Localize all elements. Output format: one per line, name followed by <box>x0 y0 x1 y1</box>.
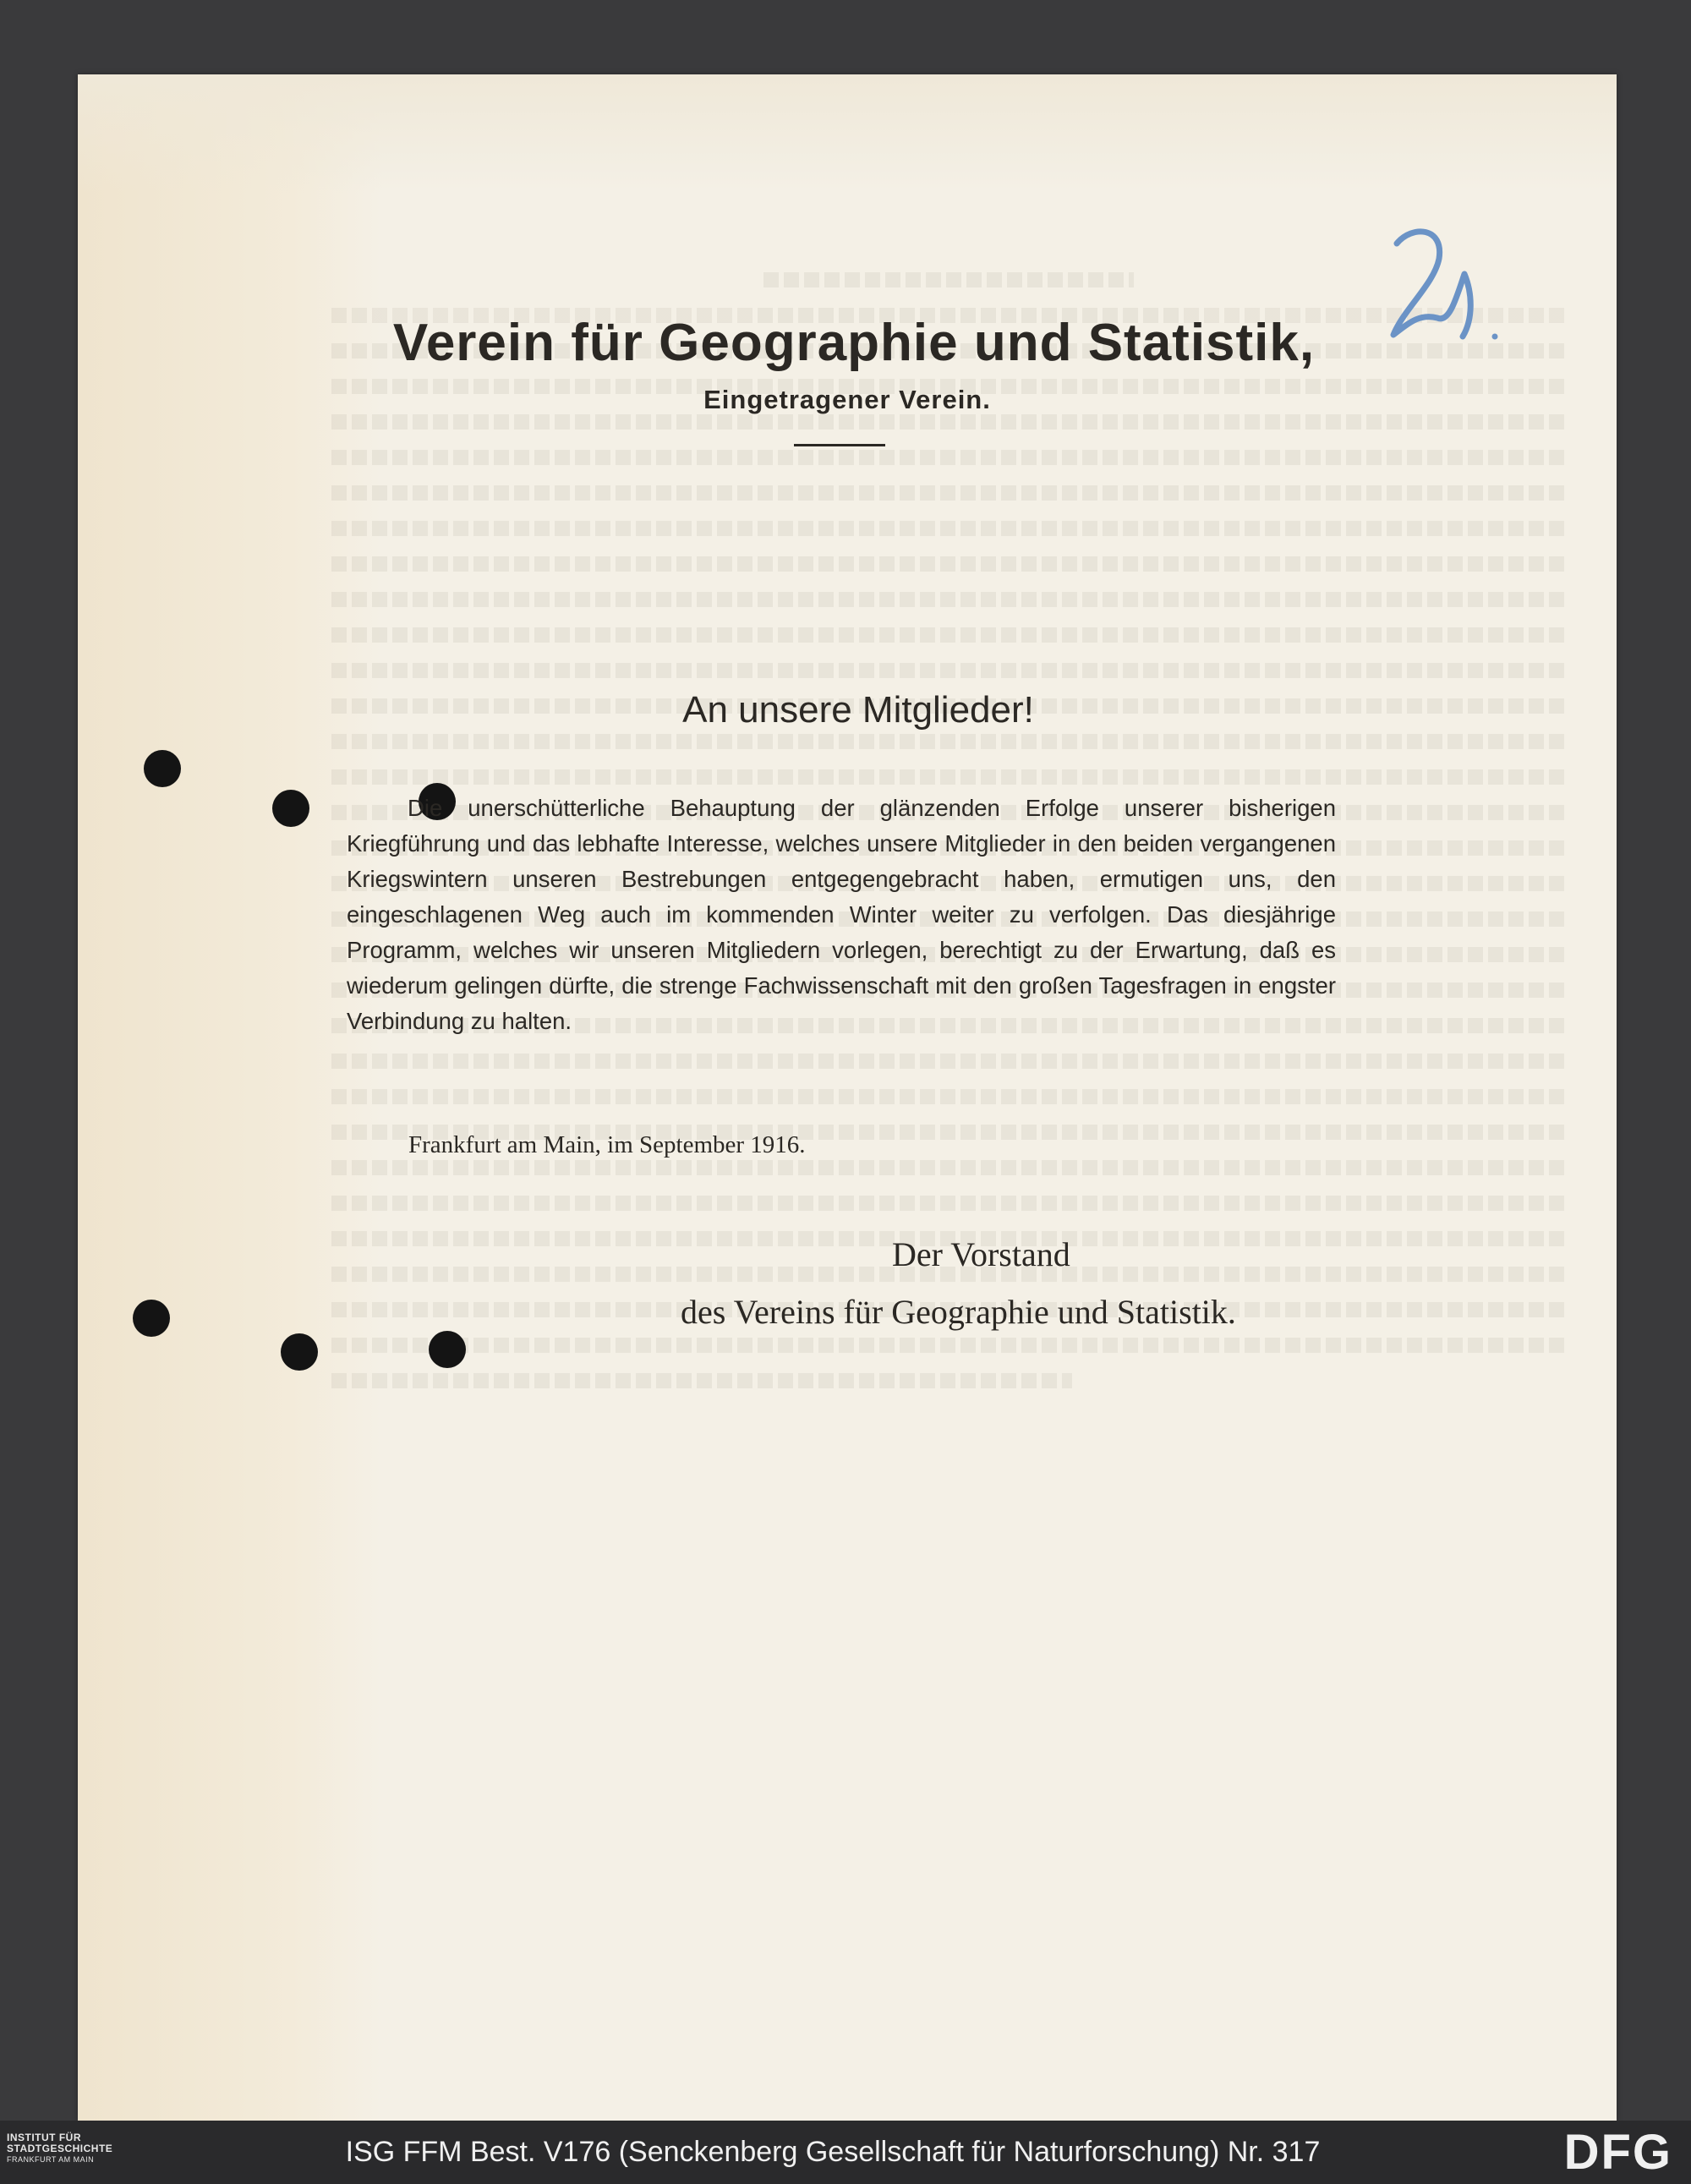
punch-hole <box>429 1331 466 1368</box>
isg-logo-line2: STADTGESCHICHTE <box>7 2143 113 2154</box>
punch-hole <box>272 790 309 827</box>
archive-footer-bar <box>0 2121 1691 2184</box>
signature-line-1: Der Vorstand <box>892 1235 1070 1273</box>
document-page <box>78 74 1617 2121</box>
isg-logo-line3: FRANKFURT AM MAIN <box>7 2155 95 2164</box>
document-title: Verein für Geographie und Statistik, <box>392 314 1316 372</box>
archive-caption: ISG FFM Best. V176 (Senckenberg Gesellschaft für Naturforschung) Nr. 317 <box>345 2136 1321 2168</box>
letter-body: Die unerschütterliche Behauptung der glänzenden Erfolge unserer bisherigen Kriegführung und das lebhafte Interesse, welches unsere Mitglieder in den beiden vergangenen Kriegswintern unseren Bestrebungen entgegengebracht haben, ermutigen uns, den eingeschlagenen Weg auch im kommenden Winter weiter zu verfolgen. Das diesjährige Programm, welches wir unseren Mitgliedern vorlegen, berechtigt zu der Erwartung, daß es wiederum gelingen dürfte, die strenge Fachwissenschaft mit den großen Tagesfragen in engster Verbindung zu halten. <box>347 795 1336 1034</box>
letter-heading: An unsere Mitglieder! <box>682 689 1034 731</box>
punch-hole <box>281 1333 318 1371</box>
punch-hole <box>144 750 181 787</box>
punch-hole <box>133 1300 170 1337</box>
dfg-logo: DFG <box>1563 2125 1672 2180</box>
document-subtitle: Eingetragener Verein. <box>703 385 991 414</box>
title-divider <box>794 444 885 446</box>
signature-line-2: des Vereins für Geographie und Statistik. <box>681 1293 1236 1331</box>
paper-top-shading <box>78 74 1617 193</box>
date-line: Frankfurt am Main, im September 1916. <box>408 1131 806 1158</box>
isg-logo-line1: INSTITUT FÜR <box>7 2132 81 2143</box>
